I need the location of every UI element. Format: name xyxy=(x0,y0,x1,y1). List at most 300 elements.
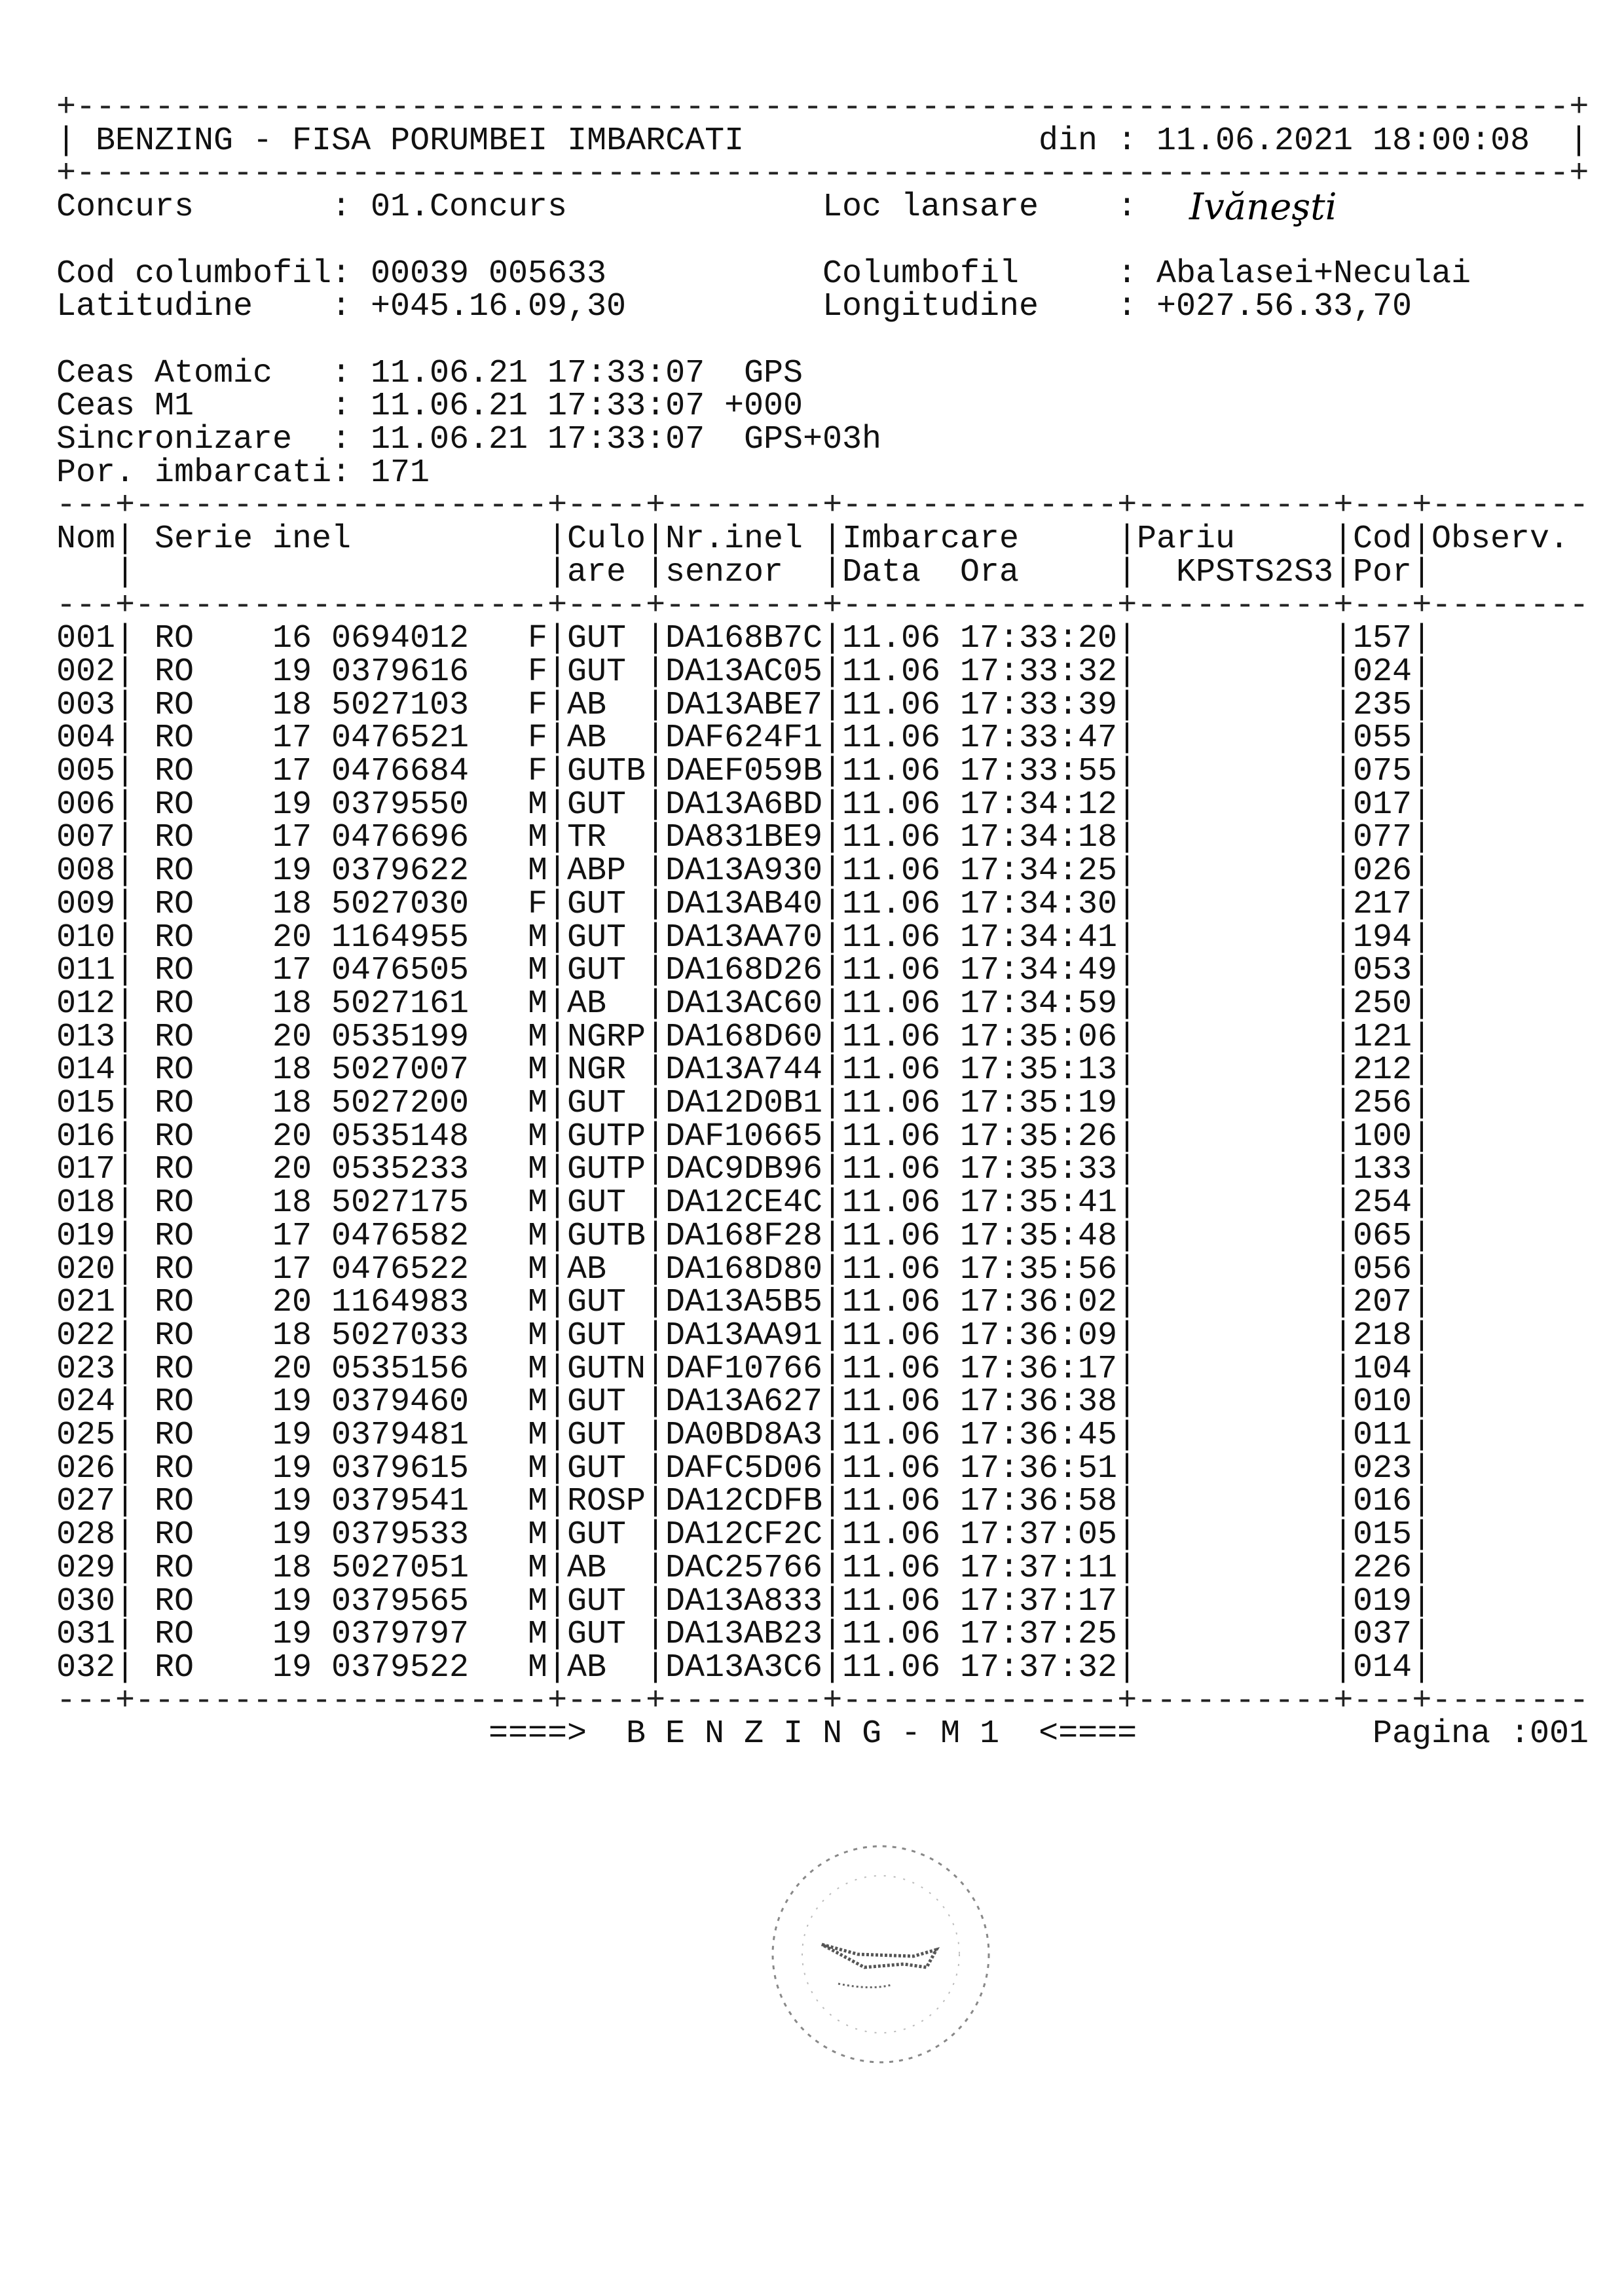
row-date: 11.06 xyxy=(842,1018,941,1056)
column-divider: | xyxy=(1412,1151,1432,1189)
column-divider: | xyxy=(646,1118,666,1156)
column-divider: | xyxy=(1333,1616,1354,1654)
row-date: 11.06 xyxy=(842,1250,941,1288)
row-sex: M xyxy=(528,1317,548,1355)
colon: : xyxy=(331,189,352,227)
row-color: AB xyxy=(567,720,607,757)
row-cod-por: 133 xyxy=(1353,1151,1412,1189)
row-nom: 002 xyxy=(56,653,116,691)
row-ring-number: 0476696 xyxy=(331,819,470,857)
column-divider: | xyxy=(115,1449,136,1487)
cod-columbofil-value: 00039 005633 xyxy=(371,255,607,293)
row-time: 17:34:41 xyxy=(960,919,1118,957)
row-cod-por: 056 xyxy=(1353,1250,1412,1288)
column-divider: | xyxy=(822,1217,843,1255)
row-year: 19 xyxy=(272,852,312,890)
row-ring-number: 0379481 xyxy=(331,1417,470,1454)
column-divider: | xyxy=(115,1284,136,1322)
column-divider: | xyxy=(1412,1549,1432,1587)
row-time: 17:35:19 xyxy=(960,1085,1118,1122)
column-divider: | xyxy=(547,1350,568,1388)
row-sensor: DA0BD8A3 xyxy=(665,1417,823,1454)
row-time: 17:36:17 xyxy=(960,1350,1118,1388)
date-value: 11.06.2021 18:00:08 xyxy=(1156,122,1530,160)
row-sex: F xyxy=(528,720,548,757)
longitude-label: Longitudine xyxy=(822,288,1039,326)
column-divider: | xyxy=(1412,520,1432,558)
row-cod-por: 226 xyxy=(1353,1549,1412,1587)
row-sensor: DA13AC05 xyxy=(665,653,823,691)
row-country: RO xyxy=(155,985,194,1023)
column-divider: | xyxy=(1117,653,1137,691)
row-color: AB xyxy=(567,985,607,1023)
row-time: 17:35:26 xyxy=(960,1118,1118,1156)
column-divider: | xyxy=(547,653,568,691)
column-divider: | xyxy=(547,952,568,990)
column-divider: | xyxy=(547,852,568,890)
row-time: 17:33:39 xyxy=(960,686,1118,724)
sync-value: 11.06.21 17:33:07 xyxy=(371,421,705,458)
column-divider: | xyxy=(115,1549,136,1587)
row-country: RO xyxy=(155,1184,194,1222)
column-divider: | xyxy=(547,885,568,923)
column-divider: | xyxy=(115,819,136,857)
row-nom: 001 xyxy=(56,620,116,658)
column-divider: | xyxy=(822,1085,843,1122)
col-header-senzor: senzor xyxy=(665,553,784,591)
row-sensor: DA168F28 xyxy=(665,1217,823,1255)
row-year: 18 xyxy=(272,1085,312,1122)
column-divider: | xyxy=(1412,753,1432,790)
col-header-imbarcare: Imbarcare xyxy=(842,520,1020,558)
row-country: RO xyxy=(155,1317,194,1355)
column-divider: | xyxy=(115,1051,136,1089)
row-year: 20 xyxy=(272,919,312,957)
row-sex: M xyxy=(528,1184,548,1222)
colon: : xyxy=(1117,288,1137,326)
column-divider: | xyxy=(1412,1184,1432,1222)
row-color: GUT xyxy=(567,1516,627,1554)
row-cod-por: 016 xyxy=(1353,1483,1412,1521)
row-year: 17 xyxy=(272,952,312,990)
row-color: GUT xyxy=(567,1449,627,1487)
column-divider: | xyxy=(1333,720,1354,757)
column-divider: | xyxy=(547,1549,568,1587)
concurs-label: Concurs xyxy=(56,189,194,227)
column-divider: | xyxy=(822,1616,843,1654)
row-country: RO xyxy=(155,1051,194,1089)
column-divider: | xyxy=(547,1383,568,1421)
row-country: RO xyxy=(155,1151,194,1189)
column-divider: | xyxy=(547,919,568,957)
page-title: BENZING - FISA PORUMBEI IMBARCATI xyxy=(96,122,745,160)
column-divider: | xyxy=(822,720,843,757)
column-divider: | xyxy=(1412,1317,1432,1355)
longitude-value: +027.56.33,70 xyxy=(1156,288,1412,326)
row-time: 17:34:49 xyxy=(960,952,1118,990)
column-divider: | xyxy=(1412,1051,1432,1089)
row-country: RO xyxy=(155,1516,194,1554)
row-sex: M xyxy=(528,1582,548,1620)
row-cod-por: 194 xyxy=(1353,919,1412,957)
column-divider: | xyxy=(1412,1350,1432,1388)
col-header-ora: Ora xyxy=(960,553,1020,591)
row-color: GUT xyxy=(567,1616,627,1654)
column-divider: | xyxy=(822,1051,843,1089)
column-divider: | xyxy=(115,1018,136,1056)
row-year: 19 xyxy=(272,1516,312,1554)
columbofil-value: Abalasei+Neculai xyxy=(1156,255,1471,293)
row-sex: M xyxy=(528,786,548,824)
column-divider: | xyxy=(547,1217,568,1255)
row-ring-number: 0476684 xyxy=(331,753,470,790)
row-nom: 026 xyxy=(56,1449,116,1487)
column-divider: | xyxy=(1333,919,1354,957)
row-sex: M xyxy=(528,1151,548,1189)
row-sex: M xyxy=(528,1616,548,1654)
row-sex: F xyxy=(528,753,548,790)
row-date: 11.06 xyxy=(842,1085,941,1122)
row-sex: M xyxy=(528,819,548,857)
row-date: 11.06 xyxy=(842,786,941,824)
column-divider: | xyxy=(1333,753,1354,790)
column-divider: | xyxy=(547,819,568,857)
row-sex: M xyxy=(528,952,548,990)
row-ring-number: 0694012 xyxy=(331,620,470,658)
row-nom: 019 xyxy=(56,1217,116,1255)
column-divider: | xyxy=(1412,1118,1432,1156)
column-divider: | xyxy=(1117,1018,1137,1056)
row-year: 19 xyxy=(272,786,312,824)
column-divider: | xyxy=(547,720,568,757)
column-divider: | xyxy=(822,553,843,591)
column-divider: | xyxy=(1117,786,1137,824)
row-year: 17 xyxy=(272,819,312,857)
row-date: 11.06 xyxy=(842,952,941,990)
column-divider: | xyxy=(822,952,843,990)
row-date: 11.06 xyxy=(842,720,941,757)
row-country: RO xyxy=(155,1649,194,1686)
row-nom: 009 xyxy=(56,885,116,923)
column-divider: | xyxy=(1333,1317,1354,1355)
column-divider: | xyxy=(1117,1483,1137,1521)
column-divider: | xyxy=(115,1151,136,1189)
row-cod-por: 235 xyxy=(1353,686,1412,724)
row-date: 11.06 xyxy=(842,1549,941,1587)
row-ring-number: 5027033 xyxy=(331,1317,470,1355)
column-divider: | xyxy=(1333,1449,1354,1487)
row-sex: M xyxy=(528,985,548,1023)
column-divider: | xyxy=(1412,1616,1432,1654)
colon: : xyxy=(331,388,352,426)
date-label: din xyxy=(1039,122,1098,160)
row-sensor: DA13AB40 xyxy=(665,885,823,923)
column-divider: | xyxy=(822,1582,843,1620)
column-divider: | xyxy=(1117,1649,1137,1686)
column-divider: | xyxy=(1412,852,1432,890)
row-nom: 012 xyxy=(56,985,116,1023)
colon: : xyxy=(1117,189,1137,227)
column-divider: | xyxy=(646,1649,666,1686)
row-date: 11.06 xyxy=(842,1616,941,1654)
box-bottom-border: +----------------------------------------------------------------------------+ xyxy=(56,155,1589,193)
row-country: RO xyxy=(155,1417,194,1454)
row-time: 17:33:20 xyxy=(960,620,1118,658)
row-year: 19 xyxy=(272,1449,312,1487)
row-time: 17:35:48 xyxy=(960,1217,1118,1255)
row-time: 17:37:32 xyxy=(960,1649,1118,1686)
footer-banner: ====> B E N Z I N G - M 1 <==== xyxy=(489,1715,1137,1753)
column-divider: | xyxy=(1333,1483,1354,1521)
column-divider: | xyxy=(646,819,666,857)
row-year: 17 xyxy=(272,753,312,790)
column-divider: | xyxy=(115,885,136,923)
row-cod-por: 121 xyxy=(1353,1018,1412,1056)
row-color: GUT xyxy=(567,885,627,923)
row-sensor: DA13AC60 xyxy=(665,985,823,1023)
column-divider: | xyxy=(547,1085,568,1122)
row-year: 17 xyxy=(272,720,312,757)
row-cod-por: 026 xyxy=(1353,852,1412,890)
column-divider: | xyxy=(646,1616,666,1654)
column-divider: | xyxy=(1117,1284,1137,1322)
column-divider: | xyxy=(1117,1217,1137,1255)
row-cod-por: 217 xyxy=(1353,885,1412,923)
row-sex: M xyxy=(528,1383,548,1421)
column-divider: | xyxy=(1117,885,1137,923)
column-divider: | xyxy=(1333,1649,1354,1686)
column-divider: | xyxy=(822,1317,843,1355)
row-time: 17:35:56 xyxy=(960,1250,1118,1288)
column-divider: | xyxy=(646,985,666,1023)
column-divider: | xyxy=(646,952,666,990)
ceas-atomic-value: 11.06.21 17:33:07 xyxy=(371,354,705,392)
column-divider: | xyxy=(115,720,136,757)
row-date: 11.06 xyxy=(842,1051,941,1089)
row-cod-por: 075 xyxy=(1353,753,1412,790)
row-sex: M xyxy=(528,1449,548,1487)
row-color: AB xyxy=(567,1250,607,1288)
column-divider: | xyxy=(822,1383,843,1421)
column-divider: | xyxy=(1117,1582,1137,1620)
row-cod-por: 010 xyxy=(1353,1383,1412,1421)
column-divider: | xyxy=(822,620,843,658)
row-year: 17 xyxy=(272,1250,312,1288)
column-divider: | xyxy=(547,620,568,658)
row-year: 19 xyxy=(272,653,312,691)
row-date: 11.06 xyxy=(842,1449,941,1487)
column-divider: | xyxy=(547,1483,568,1521)
row-cod-por: 254 xyxy=(1353,1184,1412,1222)
row-nom: 008 xyxy=(56,852,116,890)
row-nom: 013 xyxy=(56,1018,116,1056)
columbofil-label: Columbofil xyxy=(822,255,1020,293)
column-divider: | xyxy=(1333,553,1354,591)
row-sensor: DA13A744 xyxy=(665,1051,823,1089)
ceas-m1-suffix: +000 xyxy=(724,388,803,426)
row-nom: 031 xyxy=(56,1616,116,1654)
row-ring-number: 0379533 xyxy=(331,1516,470,1554)
row-country: RO xyxy=(155,720,194,757)
row-sensor: DA12D0B1 xyxy=(665,1085,823,1122)
column-divider: | xyxy=(646,852,666,890)
row-date: 11.06 xyxy=(842,1118,941,1156)
column-divider: | xyxy=(646,620,666,658)
row-sensor: DA12CE4C xyxy=(665,1184,823,1222)
row-sensor: DA168D26 xyxy=(665,952,823,990)
row-ring-number: 0379565 xyxy=(331,1582,470,1620)
column-divider: | xyxy=(646,919,666,957)
col-header-culoare: Culo xyxy=(567,520,646,558)
row-country: RO xyxy=(155,1350,194,1388)
box-left-edge: | xyxy=(56,122,77,160)
row-country: RO xyxy=(155,1483,194,1521)
column-divider: | xyxy=(646,1018,666,1056)
row-cod-por: 037 xyxy=(1353,1616,1412,1654)
col-header-nr-inel: Nr.inel xyxy=(665,520,803,558)
row-time: 17:34:59 xyxy=(960,985,1118,1023)
row-sensor: DA13AA70 xyxy=(665,919,823,957)
column-divider: | xyxy=(547,1449,568,1487)
column-divider: | xyxy=(115,1483,136,1521)
col-header-culoare-2: are xyxy=(567,553,627,591)
column-divider: | xyxy=(547,753,568,790)
column-divider: | xyxy=(1117,985,1137,1023)
row-color: GUT xyxy=(567,786,627,824)
column-divider: | xyxy=(1333,686,1354,724)
row-ring-number: 0379541 xyxy=(331,1483,470,1521)
row-country: RO xyxy=(155,819,194,857)
row-country: RO xyxy=(155,1383,194,1421)
row-sensor: DA13A3C6 xyxy=(665,1649,823,1686)
row-cod-por: 014 xyxy=(1353,1649,1412,1686)
column-divider: | xyxy=(1333,653,1354,691)
col-header-data: Data xyxy=(842,553,921,591)
row-ring-number: 0535148 xyxy=(331,1118,470,1156)
box-right-edge: | xyxy=(1569,122,1589,160)
column-divider: | xyxy=(115,1118,136,1156)
row-time: 17:33:55 xyxy=(960,753,1118,790)
column-divider: | xyxy=(1117,819,1137,857)
column-divider: | xyxy=(1412,985,1432,1023)
row-color: GUT xyxy=(567,1184,627,1222)
row-sex: M xyxy=(528,1649,548,1686)
row-time: 17:37:17 xyxy=(960,1582,1118,1620)
row-ring-number: 0379460 xyxy=(331,1383,470,1421)
column-divider: | xyxy=(646,885,666,923)
column-divider: | xyxy=(115,1350,136,1388)
row-time: 17:36:09 xyxy=(960,1317,1118,1355)
column-divider: | xyxy=(115,553,136,591)
row-cod-por: 157 xyxy=(1353,620,1412,658)
row-color: GUT xyxy=(567,952,627,990)
column-divider: | xyxy=(822,1649,843,1686)
row-country: RO xyxy=(155,919,194,957)
row-year: 18 xyxy=(272,1051,312,1089)
column-divider: | xyxy=(115,686,136,724)
column-divider: | xyxy=(1412,1217,1432,1255)
row-color: GUT xyxy=(567,1284,627,1322)
column-divider: | xyxy=(1333,620,1354,658)
row-color: GUT xyxy=(567,620,627,658)
row-time: 17:33:32 xyxy=(960,653,1118,691)
row-date: 11.06 xyxy=(842,1284,941,1322)
column-divider: | xyxy=(1412,653,1432,691)
row-year: 18 xyxy=(272,1317,312,1355)
row-country: RO xyxy=(155,1616,194,1654)
row-nom: 014 xyxy=(56,1051,116,1089)
row-nom: 025 xyxy=(56,1417,116,1454)
row-color: GUT xyxy=(567,1317,627,1355)
por-imbarcati-value: 171 xyxy=(371,454,430,492)
column-divider: | xyxy=(547,1018,568,1056)
column-divider: | xyxy=(1412,1250,1432,1288)
column-divider: | xyxy=(1117,1118,1137,1156)
row-nom: 015 xyxy=(56,1085,116,1122)
row-year: 18 xyxy=(272,885,312,923)
row-year: 20 xyxy=(272,1350,312,1388)
column-divider: | xyxy=(646,1417,666,1454)
row-country: RO xyxy=(155,1284,194,1322)
row-sensor: DA168D80 xyxy=(665,1250,823,1288)
row-time: 17:36:58 xyxy=(960,1483,1118,1521)
row-year: 16 xyxy=(272,620,312,658)
row-ring-number: 5027200 xyxy=(331,1085,470,1122)
row-cod-por: 011 xyxy=(1353,1417,1412,1454)
row-ring-number: 5027030 xyxy=(331,885,470,923)
row-sensor: DA13AA91 xyxy=(665,1317,823,1355)
row-sex: M xyxy=(528,852,548,890)
row-nom: 032 xyxy=(56,1649,116,1686)
row-country: RO xyxy=(155,1549,194,1587)
association-stamp xyxy=(760,1833,1002,2075)
row-nom: 018 xyxy=(56,1184,116,1222)
column-divider: | xyxy=(1333,1350,1354,1388)
column-divider: | xyxy=(1412,686,1432,724)
column-divider: | xyxy=(1412,553,1432,591)
column-divider: | xyxy=(115,1616,136,1654)
row-sex: F xyxy=(528,686,548,724)
column-divider: | xyxy=(822,1151,843,1189)
column-divider: | xyxy=(1117,1417,1137,1454)
row-sex: M xyxy=(528,1284,548,1322)
column-divider: | xyxy=(646,1085,666,1122)
row-ring-number: 0476522 xyxy=(331,1250,470,1288)
row-sex: M xyxy=(528,1250,548,1288)
row-color: GUT xyxy=(567,919,627,957)
row-cod-por: 256 xyxy=(1353,1085,1412,1122)
row-year: 17 xyxy=(272,1217,312,1255)
row-time: 17:33:47 xyxy=(960,720,1118,757)
row-ring-number: 0379550 xyxy=(331,786,470,824)
row-color: GUT xyxy=(567,1417,627,1454)
date-colon: : xyxy=(1117,122,1137,160)
column-divider: | xyxy=(547,1184,568,1222)
row-date: 11.06 xyxy=(842,852,941,890)
column-divider: | xyxy=(1333,1085,1354,1122)
row-sensor: DA13A930 xyxy=(665,852,823,890)
por-imbarcati-label: Por. imbarcati xyxy=(56,454,332,492)
column-divider: | xyxy=(1412,1449,1432,1487)
row-year: 19 xyxy=(272,1383,312,1421)
row-year: 20 xyxy=(272,1018,312,1056)
row-sensor: DA13AB23 xyxy=(665,1616,823,1654)
column-divider: | xyxy=(547,553,568,591)
column-divider: | xyxy=(115,1317,136,1355)
column-divider: | xyxy=(1412,1516,1432,1554)
row-cod-por: 207 xyxy=(1353,1284,1412,1322)
column-divider: | xyxy=(822,1284,843,1322)
